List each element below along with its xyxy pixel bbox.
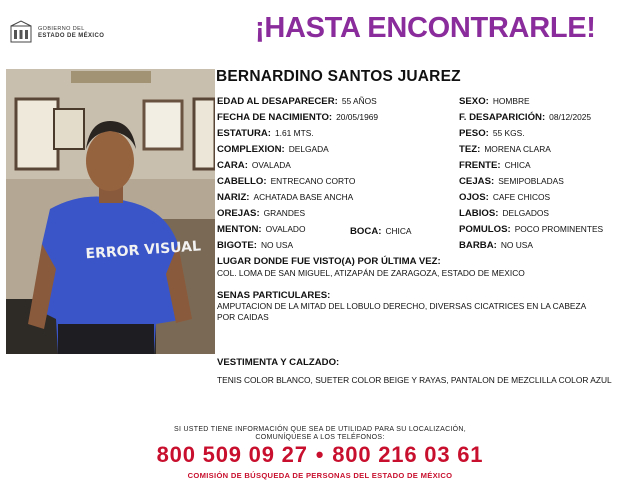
field-label: MENTON: [217, 224, 262, 235]
field-sexo [459, 96, 530, 107]
field-nacimiento [217, 112, 378, 123]
field-boca [350, 226, 412, 237]
field-label: CABELLO: [217, 176, 267, 187]
field-frente [459, 160, 531, 171]
field-value: OVALADA [251, 160, 291, 170]
field-value: 08/12/2025 [549, 112, 592, 122]
last-seen-text: COL. LOMA DE SAN MIGUEL, ATIZAPÁN DE ZARAGOZA, ESTADO DE MEXICO [217, 268, 525, 278]
field-label: BOCA: [350, 226, 382, 237]
field-value: NO USA [260, 240, 294, 250]
field-label: FRENTE: [459, 160, 501, 171]
logo-text-line1: GOBIERNO DEL [38, 26, 85, 32]
field-label: NARIZ: [217, 192, 250, 203]
field-value: DELGADOS [502, 208, 549, 218]
headline: ¡HASTA ENCONTRARLE! [255, 12, 596, 44]
field-cejas [459, 176, 564, 187]
field-label: ESTATURA: [217, 128, 272, 139]
field-label: LABIOS: [459, 208, 499, 219]
phone-numbers [0, 442, 640, 468]
field-label: EDAD AL DESAPARECER: [217, 96, 338, 107]
phone-separator: • [315, 442, 325, 467]
field-complexion [217, 144, 329, 155]
person-name: BERNARDINO SANTOS JUAREZ [216, 68, 461, 85]
field-label: CARA: [217, 160, 248, 171]
field-menton [217, 224, 305, 235]
field-value: POCO PROMINENTES [514, 224, 604, 234]
field-value: 55 AÑOS [341, 96, 377, 106]
field-edad [217, 96, 377, 107]
field-value: CHICA [504, 160, 531, 170]
field-value: DELGADA [288, 144, 329, 154]
last-seen-title: LUGAR DONDE FUE VISTO(A) POR ÚLTIMA VEZ: [217, 256, 441, 267]
field-label: BIGOTE: [217, 240, 257, 251]
field-label: PESO: [459, 128, 489, 139]
field-desaparicion [459, 112, 591, 123]
field-value: NO USA [500, 240, 533, 250]
field-value: ACHATADA BASE ANCHA [253, 192, 354, 202]
commission-name: COMISIÓN DE BÚSQUEDA DE PERSONAS DEL ESTADO DE MÉXICO [187, 471, 453, 480]
field-label: BARBA: [459, 240, 497, 251]
field-labios [459, 208, 549, 219]
field-bigote [217, 240, 293, 251]
field-value: GRANDES [263, 208, 306, 218]
field-estatura [217, 128, 314, 139]
field-pomulos [459, 224, 603, 235]
field-value: 20/05/1969 [336, 112, 379, 122]
state-emblem-icon [8, 20, 34, 46]
field-tez [459, 144, 551, 155]
field-label: F. DESAPARICIÓN: [459, 112, 546, 123]
footer-note-line1: SI USTED TIENE INFORMACIÓN QUE SEA DE UTILIDAD PARA SU LOCALIZACIÓN, [173, 426, 467, 433]
field-value: CAFE CHICOS [492, 192, 551, 202]
field-label: SEXO: [459, 96, 489, 107]
field-value: CHICA [385, 226, 412, 236]
field-label: FECHA DE NACIMIENTO: [217, 112, 333, 123]
field-ojos [459, 192, 550, 203]
field-value: 1.61 MTS. [275, 128, 314, 138]
missing-person-photo [6, 69, 215, 354]
shirt-print-text: ERROR VISUAL [85, 238, 202, 263]
distinctive-marks-title: SENAS PARTICULARES: [217, 290, 331, 301]
field-cabello [217, 176, 355, 187]
field-label: CEJAS: [459, 176, 495, 187]
field-value: ENTRECANO CORTO [270, 176, 356, 186]
field-label: COMPLEXION: [217, 144, 285, 155]
clothing-text: TENIS COLOR BLANCO, SUETER COLOR BEIGE Y RAYAS, PANTALON DE MEZCLILLA COLOR AZUL [217, 375, 612, 385]
field-label: OREJAS: [217, 208, 260, 219]
field-peso [459, 128, 525, 139]
footer-note-line2: COMUNÍQUESE A LOS TELÉFONOS: [255, 434, 385, 441]
field-cara [217, 160, 291, 171]
field-value: SEMIPOBLADAS [498, 176, 564, 186]
distinctive-marks-text: AMPUTACION DE LA MITAD DEL LOBULO DERECHO, DIVERSAS CICATRICES EN LA CABEZA POR CAIDAS [217, 301, 586, 322]
phone-number-2[interactable]: 800 216 03 61 [332, 442, 484, 467]
field-value: OVALADO [265, 224, 306, 234]
field-label: POMULOS: [459, 224, 511, 235]
field-value: MORENA CLARA [484, 144, 551, 154]
field-label: TEZ: [459, 144, 481, 155]
field-label: OJOS: [459, 192, 489, 203]
field-barba [459, 240, 533, 251]
phone-number-1[interactable]: 800 509 09 27 [156, 442, 308, 467]
field-value: HOMBRE [492, 96, 530, 106]
clothing-title: VESTIMENTA Y CALZADO: [217, 357, 340, 368]
field-nariz [217, 192, 353, 203]
field-value: 55 KGS. [492, 128, 525, 138]
field-orejas [217, 208, 305, 219]
logo-text-line2: ESTADO DE MÉXICO [38, 33, 105, 39]
government-logo [8, 20, 128, 48]
